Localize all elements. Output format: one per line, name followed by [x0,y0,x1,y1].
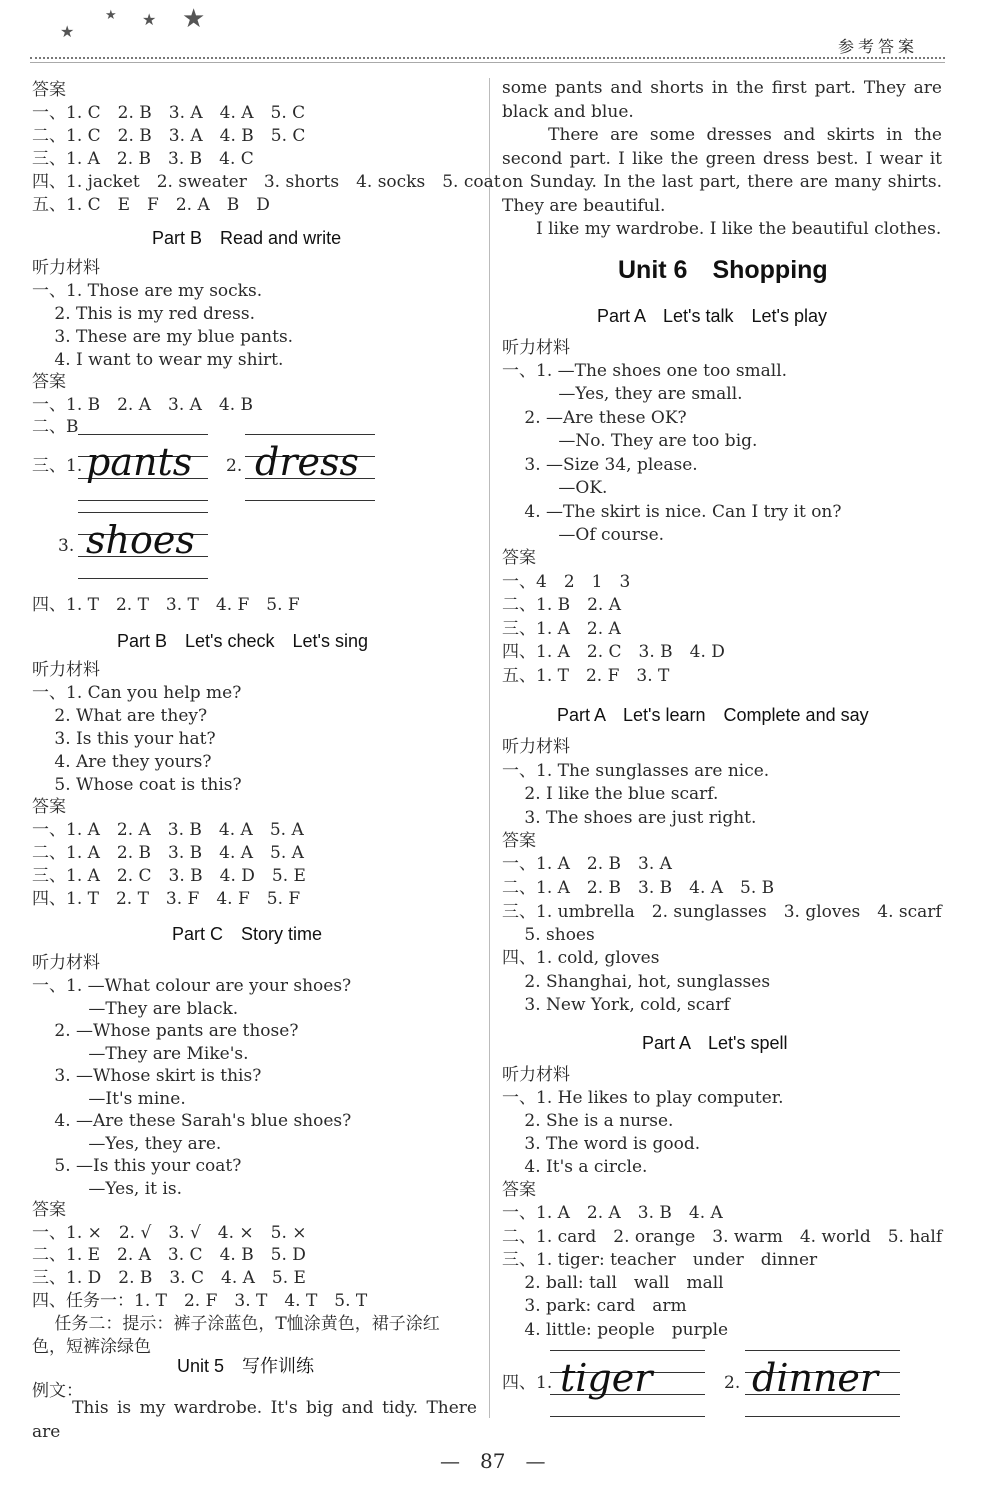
text-line: 3. New York, cold, scarf [502,995,730,1015]
text-line: 二、1. E 2. A 3. C 4. B 5. D [32,1245,306,1265]
text-line: 四、1. A 2. C 3. B 4. D [502,642,725,662]
section-heading: Part A Let's spell [642,1033,788,1053]
text-line: 答案 [502,1180,536,1200]
text-line: 答案 [502,831,536,851]
hw-prefix-1: 三、1. [32,456,83,476]
text-line: —Yes, they are. [32,1134,222,1154]
section-heading: Part C Story time [172,924,323,944]
text-line: 二、1. card 2. orange 3. warm 4. world 5. half [502,1227,943,1247]
text-line: 三、1. A 2. B 3. B 4. C [32,149,254,169]
text-line: 4. It's a circle. [502,1157,648,1177]
text-line: 色，短裤涂绿色 [32,1337,151,1357]
essay-start: This is my wardrobe. It's big and tidy. There are [32,1398,477,1442]
page-number: — 87 — [440,1449,546,1473]
text-line: —OK. [502,478,608,498]
essay-para-2: There are some dresses and skirts in the second part. I like the green dress best. I wear it on Sunday. In the last part, there are many shirts. They are beautiful. [502,125,942,216]
text-line: 4. I want to wear my shirt. [32,350,284,370]
text-line: 二、B [32,417,79,437]
text-line: —No. They are too big. [502,431,758,451]
handwritten-word-dress: dress [255,440,359,484]
text-line: 5. —Is this your coat? [32,1156,242,1176]
text-line: —Yes, it is. [32,1179,182,1199]
text-line: 一、1. He likes to play computer. [502,1088,784,1108]
text-line: 3. —Whose skirt is this? [32,1066,262,1086]
section-heading: Unit 5 写作训练 [177,1356,315,1376]
text-line: —They are black. [32,999,239,1019]
text-line: 二、1. B 2. A [502,595,622,615]
text-line: 一、1. The sunglasses are nice. [502,761,770,781]
hw-prefix-5: 2. [724,1373,741,1393]
text-line: 2. What are they? [32,706,208,726]
text-line: 答案 [502,548,536,568]
text-line: 答案 [32,797,66,817]
text-line: 二、1. C 2. B 3. A 4. B 5. C [32,126,306,146]
hw-prefix-2: 2. [226,456,243,476]
handwritten-word-shoes: shoes [86,518,195,562]
text-line: 5. shoes [502,925,595,945]
text-line: 一、1. A 2. B 3. A [502,854,672,874]
star-icon: ★ [105,8,117,23]
text-line: 3. park: card arm [502,1296,687,1316]
text-line: 3. Is this your hat? [32,729,216,749]
text-line: 4. —Are these Sarah's blue shoes? [32,1111,352,1131]
star-icon: ★ [142,10,157,29]
header-rule-thin [30,62,945,63]
text-line: 答案 [32,372,66,392]
text-line: 3. These are my blue pants. [32,327,294,347]
text-line: 一、1. —The shoes one too small. [502,361,788,381]
text-line: 一、1. C 2. B 3. A 4. A 5. C [32,103,306,123]
text-line: 2. This is my red dress. [32,304,255,324]
star-icon: ★ [182,4,206,34]
text-line: 听力材料 [502,338,570,358]
text-line: 2. —Are these OK? [502,408,687,428]
text-line: 四、1. T 2. T 3. T 4. F 5. F [32,595,300,615]
text-line: 四、1. T 2. T 3. F 4. F 5. F [32,889,301,909]
column-divider [489,78,490,1418]
text-line: 听力材料 [502,1065,570,1085]
header-rule [30,57,945,59]
text-line: 一、1. A 2. A 3. B 4. A 5. A [32,820,304,840]
text-line: 四、1. jacket 2. sweater 3. shorts 4. socks 5. coat [32,172,501,192]
text-line: 一、1. B 2. A 3. A 4. B [32,395,254,415]
handwritten-word-tiger: tiger [560,1356,653,1400]
text-line: —It's mine. [32,1089,186,1109]
text-line: 三、1. A 2. A [502,619,621,639]
text-line: 2. I like the blue scarf. [502,784,719,804]
text-line: 听力材料 [32,953,100,973]
text-line: 三、1. A 2. C 3. B 4. D 5. E [32,866,306,886]
text-line: 2. Shanghai, hot, sunglasses [502,972,771,992]
hw-prefix-3: 3. [58,536,75,556]
text-line: 一、1. Those are my socks. [32,281,263,301]
unit-6-title: Unit 6 Shopping [618,256,828,284]
text-line: 一、1. Can you help me? [32,683,242,703]
text-line: 一、1. —What colour are your shoes? [32,976,352,996]
essay-para-3: I like my wardrobe. I like the beautiful clothes. [502,219,942,239]
text-line: 答案 [32,1200,66,1220]
section-heading: Part B Let's check Let's sing [117,631,368,651]
text-line: —Of course. [502,525,665,545]
text-line: 四、1. cold, gloves [502,948,660,968]
text-line: 听力材料 [502,737,570,757]
text-line: —Yes, they are small. [502,384,743,404]
text-line: 二、1. A 2. B 3. B 4. A 5. A [32,843,304,863]
text-line: 一、1. × 2. √ 3. √ 4. × 5. × [32,1223,307,1243]
text-line: 2. ball: tall wall mall [502,1273,724,1293]
handwritten-word-dinner: dinner [752,1356,879,1400]
text-line: 5. Whose coat is this? [32,775,242,795]
text-line: 听力材料 [32,660,100,680]
text-line: 三、1. D 2. B 3. C 4. A 5. E [32,1268,306,1288]
text-line: 4. —The skirt is nice. Can I try it on? [502,502,842,522]
handwritten-word-pants: pants [86,440,193,484]
star-icon: ★ [60,22,75,41]
section-heading: Part A Let's learn Complete and say [557,705,869,725]
text-line: 4. little: people purple [502,1320,729,1340]
text-line: 二、1. A 2. B 3. B 4. A 5. B [502,878,775,898]
text-line: 听力材料 [32,258,100,278]
page-header [0,0,1000,70]
section-heading: Part B Read and write [152,228,342,248]
text-line: 三、1. umbrella 2. sunglasses 3. gloves 4. scarf [502,902,942,922]
section-heading: Part A Let's talk Let's play [597,306,827,326]
text-line: 三、1. tiger: teacher under dinner [502,1250,818,1270]
text-line: 例文： [32,1381,83,1401]
text-line: 答案 [32,80,66,100]
text-line: 任务二：提示：裤子涂蓝色，T恤涂黄色，裙子涂红 [32,1314,440,1334]
text-line: 2. She is a nurse. [502,1111,674,1131]
text-line: —They are Mike's. [32,1044,249,1064]
essay-para-1: some pants and shorts in the first part. They are black and blue. [502,78,942,122]
text-line: 五、1. T 2. F 3. T [502,666,670,686]
text-line: 四、任务一：1. T 2. F 3. T 4. T 5. T [32,1291,368,1311]
text-line: 一、1. A 2. A 3. B 4. A [502,1203,723,1223]
text-line: 一、4 2 1 3 [502,572,631,592]
text-line: 3. —Size 34, please. [502,455,698,475]
header-title: 参考答案 [837,37,918,56]
hw-prefix-4: 四、1. [502,1373,553,1393]
text-line: 3. The shoes are just right. [502,808,757,828]
text-line: 3. The word is good. [502,1134,701,1154]
text-line: 2. —Whose pants are those? [32,1021,299,1041]
text-line: 4. Are they yours? [32,752,212,772]
text-line: 五、1. C E F 2. A B D [32,195,270,215]
